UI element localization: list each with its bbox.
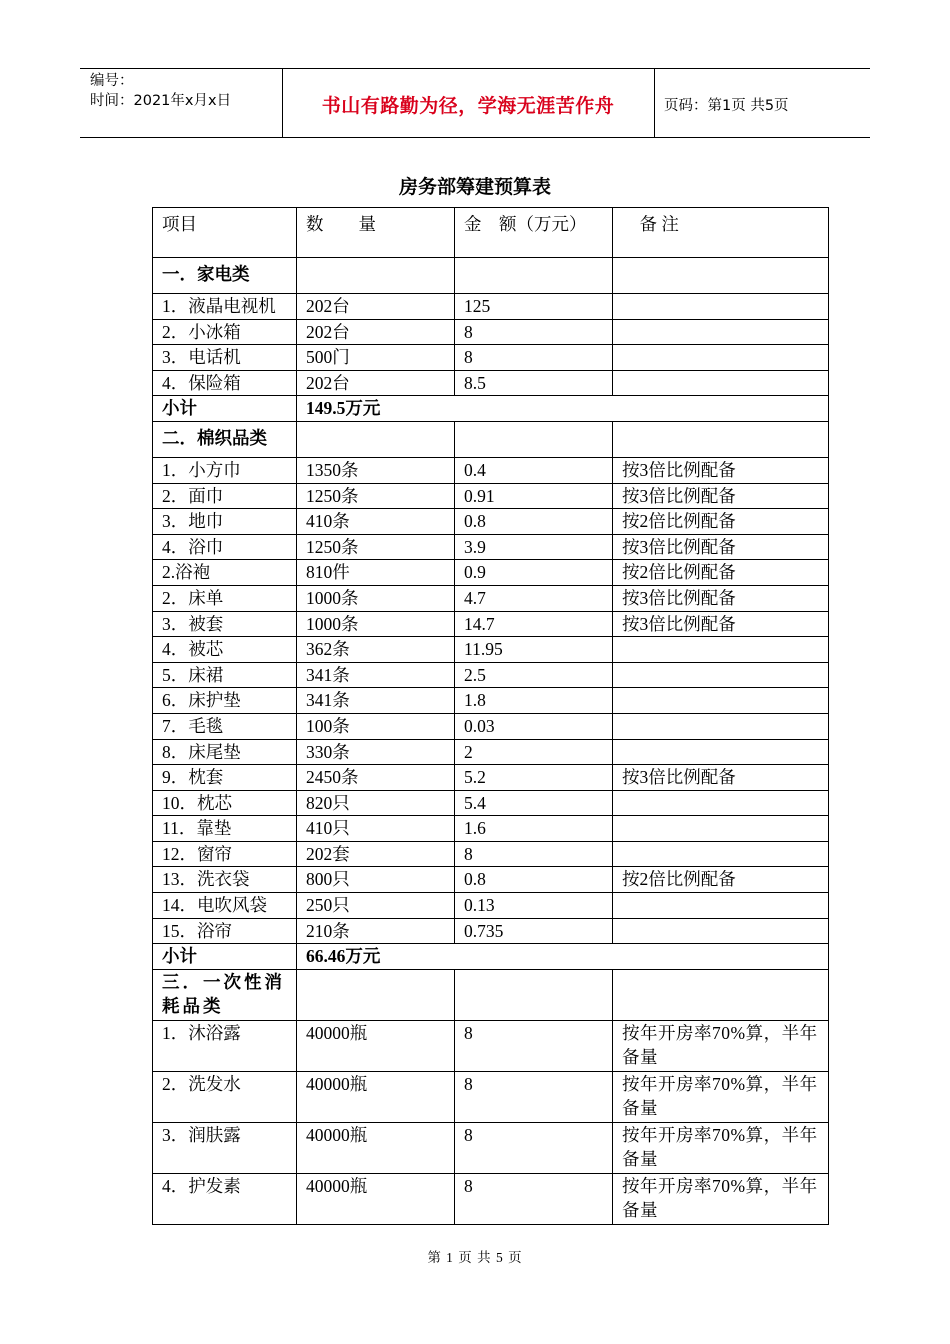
table-row bbox=[153, 739, 829, 765]
column-header-note: 备 注 bbox=[613, 208, 829, 258]
item-name: 2.浴袍 bbox=[153, 560, 297, 586]
item-quantity: 341条 bbox=[297, 688, 455, 714]
subtotal-row bbox=[153, 396, 829, 422]
table-row bbox=[153, 637, 829, 663]
item-amount: 125 bbox=[455, 294, 613, 320]
table-row bbox=[153, 457, 829, 483]
item-quantity: 40000瓶 bbox=[297, 1020, 455, 1071]
item-note: 按3倍比例配备 bbox=[613, 611, 829, 637]
item-amount: 14.7 bbox=[455, 611, 613, 637]
table-row bbox=[153, 483, 829, 509]
item-quantity: 341条 bbox=[297, 662, 455, 688]
item-quantity: 1000条 bbox=[297, 611, 455, 637]
subtotal-value: 149.5万元 bbox=[297, 396, 829, 422]
item-name: 1．液晶电视机 bbox=[153, 294, 297, 320]
item-name: 3．润肤露 bbox=[153, 1122, 297, 1173]
item-note: 按3倍比例配备 bbox=[613, 457, 829, 483]
item-name: 1．沐浴露 bbox=[153, 1020, 297, 1071]
table-row bbox=[153, 534, 829, 560]
item-note bbox=[613, 637, 829, 663]
table-row bbox=[153, 662, 829, 688]
item-amount: 2.5 bbox=[455, 662, 613, 688]
item-amount: 0.8 bbox=[455, 867, 613, 893]
item-quantity: 40000瓶 bbox=[297, 1173, 455, 1224]
item-name: 15．浴帘 bbox=[153, 918, 297, 944]
item-amount: 0.13 bbox=[455, 893, 613, 919]
item-name: 8．床尾垫 bbox=[153, 739, 297, 765]
item-note bbox=[613, 294, 829, 320]
table-row bbox=[153, 713, 829, 739]
time-label: 时间：2021年x月x日 bbox=[90, 93, 232, 109]
table-row bbox=[153, 790, 829, 816]
table-row bbox=[153, 370, 829, 396]
number-label: 编号： bbox=[90, 73, 134, 89]
item-quantity: 40000瓶 bbox=[297, 1071, 455, 1122]
item-note: 按3倍比例配备 bbox=[613, 534, 829, 560]
item-name: 4．被芯 bbox=[153, 637, 297, 663]
item-name: 2．洗发水 bbox=[153, 1071, 297, 1122]
table-row bbox=[153, 1020, 829, 1071]
table-row bbox=[153, 585, 829, 611]
item-name: 9．枕套 bbox=[153, 765, 297, 791]
table-row bbox=[153, 560, 829, 586]
item-amount: 5.4 bbox=[455, 790, 613, 816]
page-footer: 第 1 页 共 5 页 bbox=[427, 1250, 523, 1265]
item-name: 7．毛毯 bbox=[153, 713, 297, 739]
item-note: 按2倍比例配备 bbox=[613, 560, 829, 586]
item-quantity: 410只 bbox=[297, 816, 455, 842]
item-quantity: 202台 bbox=[297, 294, 455, 320]
item-amount: 8.5 bbox=[455, 370, 613, 396]
item-name: 3．电话机 bbox=[153, 345, 297, 371]
header-divider bbox=[654, 69, 655, 137]
item-quantity: 202台 bbox=[297, 319, 455, 345]
item-amount: 3.9 bbox=[455, 534, 613, 560]
item-quantity: 100条 bbox=[297, 713, 455, 739]
item-amount: 1.8 bbox=[455, 688, 613, 714]
item-name: 10．枕芯 bbox=[153, 790, 297, 816]
item-quantity: 1000条 bbox=[297, 585, 455, 611]
item-note bbox=[613, 918, 829, 944]
item-quantity: 250只 bbox=[297, 893, 455, 919]
item-name: 12．窗帘 bbox=[153, 841, 297, 867]
empty-cell bbox=[297, 969, 455, 1020]
budget-table bbox=[152, 207, 829, 1225]
item-name: 4．护发素 bbox=[153, 1173, 297, 1224]
item-amount: 8 bbox=[455, 841, 613, 867]
item-amount: 8 bbox=[455, 1173, 613, 1224]
table-row bbox=[153, 867, 829, 893]
item-amount: 5.2 bbox=[455, 765, 613, 791]
table-row bbox=[153, 765, 829, 791]
table-row bbox=[153, 345, 829, 371]
budget-table-body bbox=[153, 208, 829, 1225]
item-quantity: 330条 bbox=[297, 739, 455, 765]
item-note: 按年开房率70%算，半年备量 bbox=[613, 1071, 829, 1122]
item-quantity: 500门 bbox=[297, 345, 455, 371]
item-note bbox=[613, 841, 829, 867]
item-note bbox=[613, 662, 829, 688]
item-note: 按年开房率70%算，半年备量 bbox=[613, 1020, 829, 1071]
item-name: 1．小方巾 bbox=[153, 457, 297, 483]
empty-cell bbox=[613, 969, 829, 1020]
table-row bbox=[153, 1173, 829, 1224]
empty-cell bbox=[455, 421, 613, 457]
table-row bbox=[153, 918, 829, 944]
item-name: 5．床裙 bbox=[153, 662, 297, 688]
item-amount: 0.91 bbox=[455, 483, 613, 509]
item-quantity: 202套 bbox=[297, 841, 455, 867]
item-note: 按年开房率70%算，半年备量 bbox=[613, 1173, 829, 1224]
empty-cell bbox=[455, 258, 613, 294]
empty-cell bbox=[297, 258, 455, 294]
item-note: 按3倍比例配备 bbox=[613, 483, 829, 509]
item-amount: 8 bbox=[455, 1020, 613, 1071]
subtotal-label: 小计 bbox=[153, 396, 297, 422]
page-header bbox=[80, 68, 870, 138]
empty-cell bbox=[613, 258, 829, 294]
subtotal-label: 小计 bbox=[153, 944, 297, 970]
item-quantity: 210条 bbox=[297, 918, 455, 944]
item-quantity: 1250条 bbox=[297, 534, 455, 560]
item-name: 2．小冰箱 bbox=[153, 319, 297, 345]
item-name: 13．洗衣袋 bbox=[153, 867, 297, 893]
item-amount: 0.03 bbox=[455, 713, 613, 739]
subtotal-row bbox=[153, 944, 829, 970]
item-quantity: 800只 bbox=[297, 867, 455, 893]
item-note bbox=[613, 790, 829, 816]
item-quantity: 810件 bbox=[297, 560, 455, 586]
item-name: 2．床单 bbox=[153, 585, 297, 611]
item-amount: 8 bbox=[455, 1071, 613, 1122]
item-note bbox=[613, 816, 829, 842]
header-page-label: 页码：第1页 共5页 bbox=[664, 98, 789, 114]
item-amount: 0.8 bbox=[455, 509, 613, 535]
section-title: 一．家电类 bbox=[153, 258, 297, 294]
item-amount: 0.9 bbox=[455, 560, 613, 586]
item-note: 按3倍比例配备 bbox=[613, 765, 829, 791]
item-note: 按2倍比例配备 bbox=[613, 867, 829, 893]
item-name: 4．浴巾 bbox=[153, 534, 297, 560]
section-title: 三．一次性消耗品类 bbox=[153, 969, 297, 1020]
item-note: 按2倍比例配备 bbox=[613, 509, 829, 535]
table-row bbox=[153, 1122, 829, 1173]
table-row bbox=[153, 294, 829, 320]
item-quantity: 40000瓶 bbox=[297, 1122, 455, 1173]
section-title: 二．棉织品类 bbox=[153, 421, 297, 457]
table-row bbox=[153, 319, 829, 345]
document-title: 房务部筹建预算表 bbox=[398, 176, 551, 198]
item-quantity: 410条 bbox=[297, 509, 455, 535]
table-row bbox=[153, 509, 829, 535]
item-name: 2．面巾 bbox=[153, 483, 297, 509]
item-amount: 0.4 bbox=[455, 457, 613, 483]
item-name: 3．被套 bbox=[153, 611, 297, 637]
empty-cell bbox=[297, 421, 455, 457]
section-row bbox=[153, 421, 829, 457]
item-amount: 0.735 bbox=[455, 918, 613, 944]
item-amount: 8 bbox=[455, 345, 613, 371]
table-row bbox=[153, 841, 829, 867]
item-note: 按年开房率70%算，半年备量 bbox=[613, 1122, 829, 1173]
item-name: 3．地巾 bbox=[153, 509, 297, 535]
item-amount: 2 bbox=[455, 739, 613, 765]
item-amount: 8 bbox=[455, 1122, 613, 1173]
item-note bbox=[613, 370, 829, 396]
empty-cell bbox=[613, 421, 829, 457]
section-row bbox=[153, 969, 829, 1020]
item-amount: 11.95 bbox=[455, 637, 613, 663]
item-quantity: 202台 bbox=[297, 370, 455, 396]
header-motto: 书山有路勤为径，学海无涯苦作舟 bbox=[321, 95, 615, 117]
item-note bbox=[613, 345, 829, 371]
item-quantity: 1250条 bbox=[297, 483, 455, 509]
table-header-row bbox=[153, 208, 829, 258]
item-quantity: 2450条 bbox=[297, 765, 455, 791]
item-name: 11．靠垫 bbox=[153, 816, 297, 842]
item-note bbox=[613, 688, 829, 714]
table-row bbox=[153, 893, 829, 919]
item-quantity: 1350条 bbox=[297, 457, 455, 483]
header-meta bbox=[90, 71, 231, 111]
item-amount: 8 bbox=[455, 319, 613, 345]
item-note: 按3倍比例配备 bbox=[613, 585, 829, 611]
table-row bbox=[153, 816, 829, 842]
column-header-qty: 数 量 bbox=[297, 208, 455, 258]
column-header-item: 项目 bbox=[153, 208, 297, 258]
empty-cell bbox=[455, 969, 613, 1020]
item-note bbox=[613, 319, 829, 345]
item-amount: 4.7 bbox=[455, 585, 613, 611]
item-amount: 1.6 bbox=[455, 816, 613, 842]
section-row bbox=[153, 258, 829, 294]
item-name: 14．电吹风袋 bbox=[153, 893, 297, 919]
item-note bbox=[613, 893, 829, 919]
table-row bbox=[153, 611, 829, 637]
table-row bbox=[153, 688, 829, 714]
subtotal-value: 66.46万元 bbox=[297, 944, 829, 970]
table-row bbox=[153, 1071, 829, 1122]
item-name: 6．床护垫 bbox=[153, 688, 297, 714]
item-note bbox=[613, 739, 829, 765]
item-name: 4．保险箱 bbox=[153, 370, 297, 396]
item-note bbox=[613, 713, 829, 739]
item-quantity: 820只 bbox=[297, 790, 455, 816]
item-quantity: 362条 bbox=[297, 637, 455, 663]
column-header-amount: 金 额（万元） bbox=[455, 208, 613, 258]
